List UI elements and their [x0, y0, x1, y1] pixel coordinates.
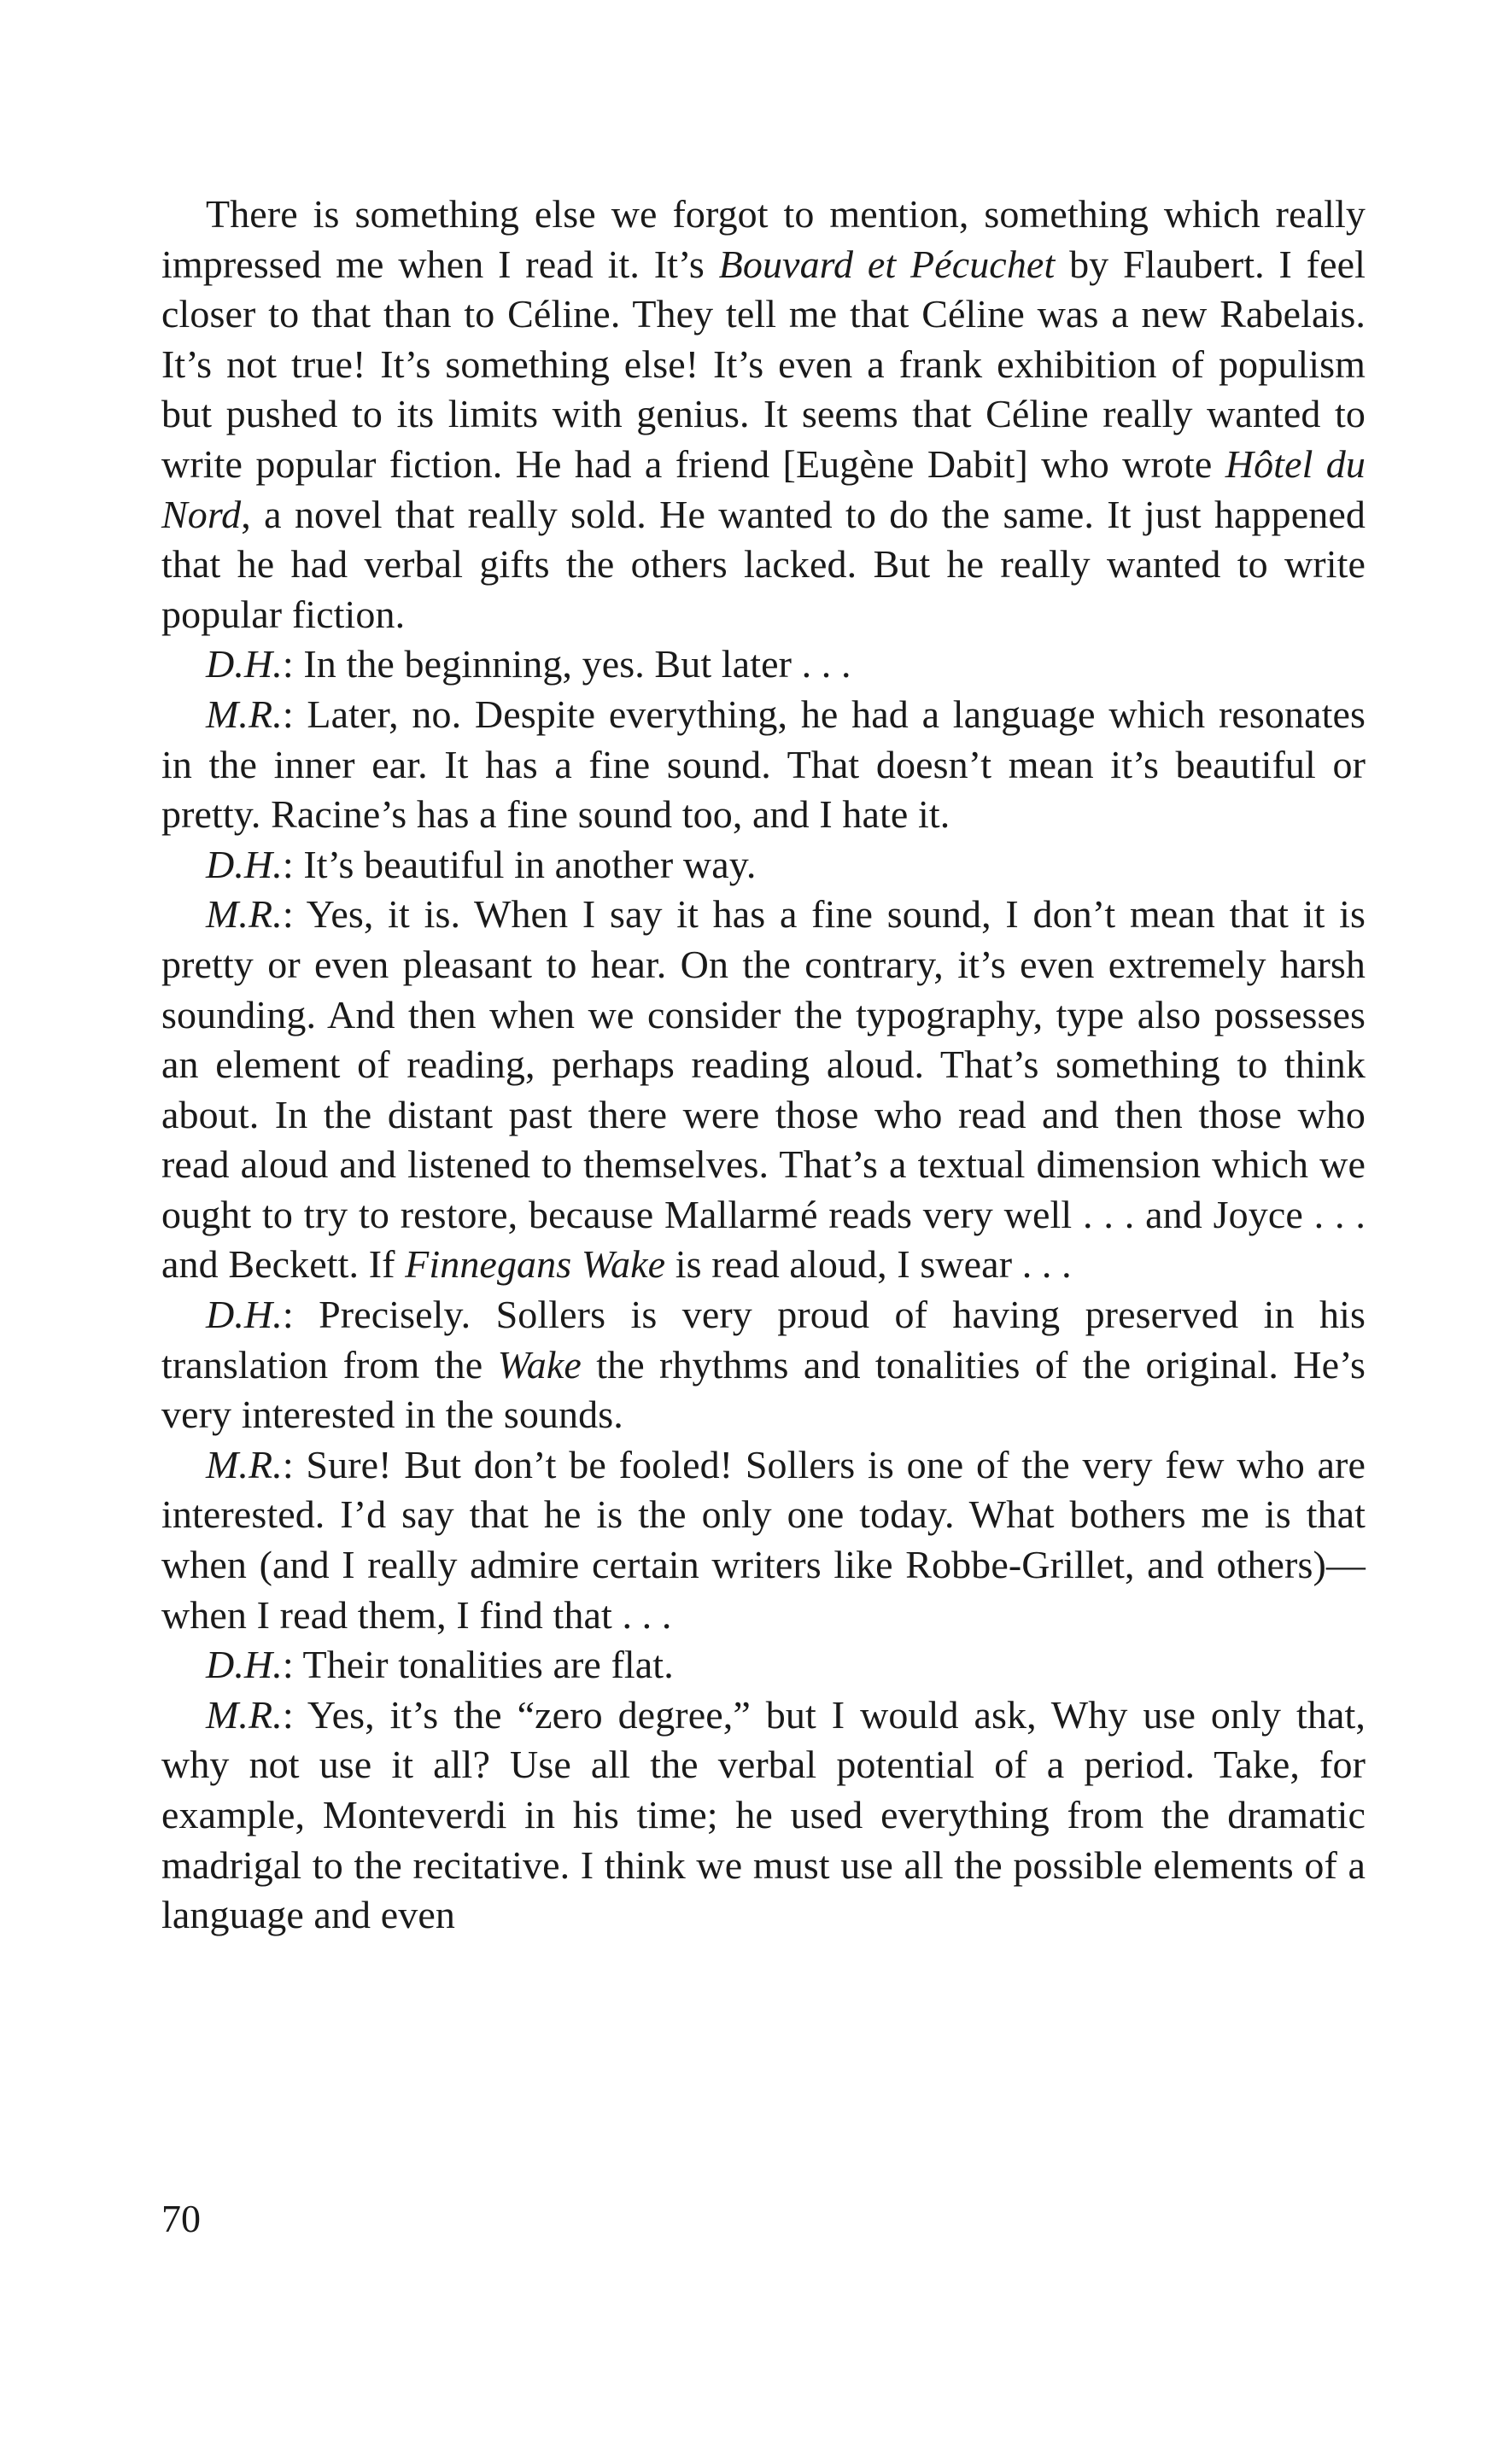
dialogue-paragraph: [161, 1290, 1366, 1440]
dialogue-paragraph: [161, 1690, 1366, 1941]
text-run: by Flaubert. I feel closer to that than to Céline. They tell me that Céline was a new Rabelais. It’s not true! It’s something else! It’s even a frank exhibition of populism but pushed to its limits with genius. It seems that Céline really wanted to write popular fiction. He had a friend [Eugène Dabit] who wrote: [161, 242, 1366, 486]
text-run: is read aloud, I swear . . .: [665, 1242, 1072, 1287]
speaker-label: D.H.: [206, 842, 283, 886]
dialogue-paragraph: [161, 639, 1366, 690]
speaker-label: D.H.: [206, 642, 283, 686]
speaker-label: M.R.: [206, 1692, 283, 1737]
italic-title: Bouvard et Pécuchet: [718, 242, 1056, 286]
dialogue-paragraph: [161, 1440, 1366, 1640]
dialogue-paragraph: [161, 840, 1366, 890]
text-run: : It’s beautiful in another way.: [282, 842, 757, 886]
italic-title: Wake: [497, 1342, 582, 1387]
speaker-label: D.H.: [206, 1643, 283, 1687]
page-number: 70: [161, 2197, 201, 2240]
text-run: : Their tonalities are flat.: [282, 1643, 674, 1687]
italic-title: Hôtel du Nord: [161, 441, 1366, 536]
speaker-label: M.R.: [206, 692, 283, 736]
text-run: : Sure! But don’t be fooled! Sollers is one of the very few who are interested. I’d say that he is the only one today. What bothers me is that when (and I really admire certain writers like Robbe-Grillet, and others)—when I read them, I find that . . .: [161, 1442, 1366, 1637]
text-run: : Yes, it’s the “zero degree,” but I would ask, Why use only that, why not use it all? Use all the verbal potential of a period. Take, for example, Monteverdi in his time; he used everything from the dramatic madrigal to the recitative. I think we must use all the possible elements of a language and even: [161, 1692, 1366, 1937]
text-run: There is something else we forgot to mention, something which really impressed me when I read it. It’s: [161, 192, 1366, 286]
dialogue-paragraph: [161, 890, 1366, 1290]
text-run: the rhythms and tonalities of the original. He’s very interested in the sounds.: [161, 1342, 1366, 1437]
italic-title: Finnegans Wake: [405, 1242, 666, 1287]
text-run: : Later, no. Despite everything, he had a language which resonates in the inner ear. It has a fine sound. That doesn’t mean it’s beautiful or pretty. Racine’s has a fine sound too, and I hate it.: [161, 692, 1366, 837]
text-run: : Precisely. Sollers is very proud of having preserved in his translation from the: [161, 1293, 1366, 1387]
dialogue-paragraph: [161, 690, 1366, 840]
dialogue-paragraph: [161, 1640, 1366, 1690]
speaker-label: M.R.: [206, 892, 283, 937]
text-run: , a novel that really sold. He wanted to do the same. It just happened that he had verbal gifts the others lacked. But he really wanted to write popular fiction.: [161, 492, 1366, 636]
speaker-label: M.R.: [206, 1442, 283, 1486]
body-text: [161, 190, 1366, 1941]
paragraph: [161, 190, 1366, 639]
text-run: : In the beginning, yes. But later . . .: [282, 642, 851, 686]
text-run: : Yes, it is. When I say it has a fine sound, I don’t mean that it is pretty or even pleasant to hear. On the contrary, it’s even extremely harsh sounding. And then when we consider the typography, type also possesses an element of reading, perhaps reading aloud. That’s something to think about. In the distant past there were those who read and then those who read aloud and listened to themselves. That’s a textual dimension which we ought to try to restore, because Mallarmé reads very well . . . and Joyce . . . and Beckett. If: [161, 892, 1366, 1287]
speaker-label: D.H.: [206, 1293, 283, 1337]
